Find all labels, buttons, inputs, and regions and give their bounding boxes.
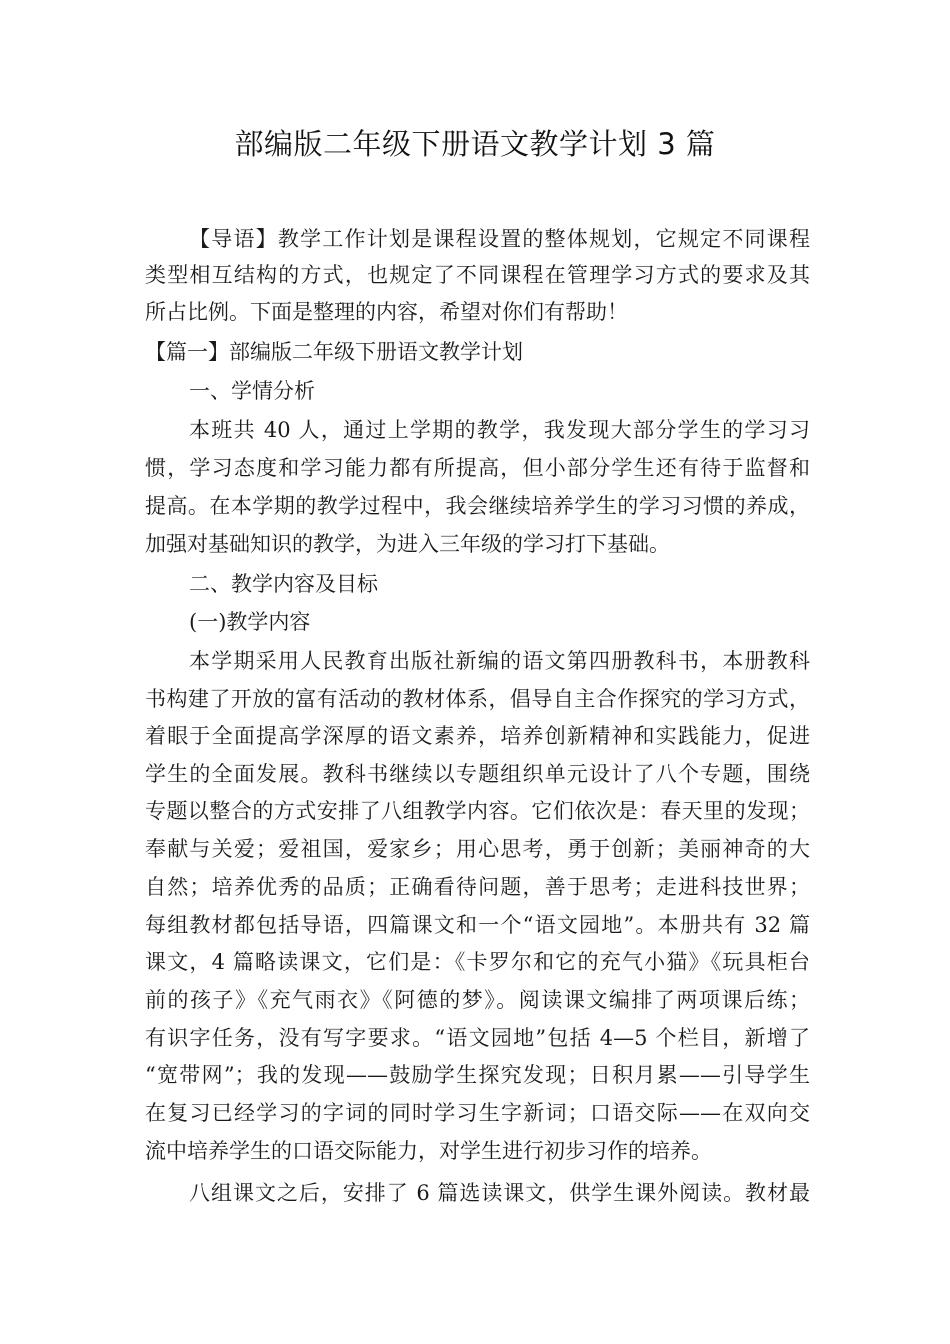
paragraph-line: 奉献与关爱；爱祖国，爱家乡；用心思考，勇于创新；美丽神奇的大: [145, 837, 810, 861]
intro-line-2: 类型相互结构的方式，也规定了不同课程在管理学习方式的要求及其: [145, 263, 810, 287]
paragraph-line: 前的孩子》《充气雨衣》《阿德的梦》。阅读课文编排了两项课后练；: [145, 988, 810, 1012]
paragraph-line: 每组教材都包括导语，四篇课文和一个“语文园地”。本册共有 32 篇: [145, 913, 810, 937]
paragraph-line: 自然；培养优秀的品质；正确看待问题，善于思考；走进科技世界；: [145, 875, 810, 899]
paragraph-line: 惯，学习态度和学习能力都有所提高，但小部分学生还有待于监督和: [145, 456, 810, 480]
paragraph-line: 在复习已经学习的字词的同时学习生字新词；口语交际——在双向交: [145, 1101, 810, 1125]
document-title: 部编版二年级下册语文教学计划 3 篇: [234, 127, 716, 161]
paragraph-line: 着眼于全面提高学深厚的语文素养，培养创新精神和实践能力，促进: [145, 724, 810, 748]
paragraph-line: 课文，4 篇略读课文，它们是：《卡罗尔和它的充气小猫》《玩具柜台: [145, 950, 810, 974]
paragraph-line: 本班共 40 人，通过上学期的教学，我发现大部分学生的学习习: [189, 418, 810, 442]
paragraph-line: 专题以整合的方式安排了八组教学内容。它们依次是：春天里的发现；: [145, 799, 810, 823]
paragraph-line: 加强对基础知识的教学，为进入三年级的学习打下基础。: [145, 532, 670, 556]
paragraph-line: 学生的全面发展。教科书继续以专题组织单元设计了八个专题，围绕: [145, 762, 810, 786]
intro-line-1: 【导语】教学工作计划是课程设置的整体规划，它规定不同课程: [189, 227, 810, 251]
paragraph-line: 书构建了开放的富有活动的教材体系，倡导自主合作探究的学习方式，: [145, 687, 810, 711]
heading-xueqing-fenxi: 一、学情分析: [189, 379, 315, 403]
section-heading-pian-yi: 【篇一】部编版二年级下册语文教学计划: [145, 340, 523, 364]
paragraph-line: 八组课文之后，安排了 6 篇选读课文，供学生课外阅读。教材最: [189, 1181, 810, 1205]
paragraph-line: 提高。在本学期的教学过程中，我会继续培养学生的学习习惯的养成，: [145, 494, 810, 518]
intro-line-3: 所占比例。下面是整理的内容，希望对你们有帮助！: [145, 300, 628, 324]
heading-jiaoxue-neirong-mubiao: 二、教学内容及目标: [189, 572, 378, 596]
subheading-jiaoxue-neirong: (一)教学内容: [189, 610, 311, 634]
paragraph-line: 本学期采用人民教育出版社新编的语文第四册教科书，本册教科: [189, 649, 810, 673]
paragraph-line: “宽带网”；我的发现——鼓励学生探究发现；日积月累——引导学生: [145, 1063, 810, 1087]
paragraph-line: 流中培养学生的口语交际能力，对学生进行初步习作的培养。: [145, 1139, 712, 1163]
paragraph-line: 有识字任务，没有写字要求。“语文园地”包括 4—5 个栏目，新增了: [145, 1026, 810, 1050]
